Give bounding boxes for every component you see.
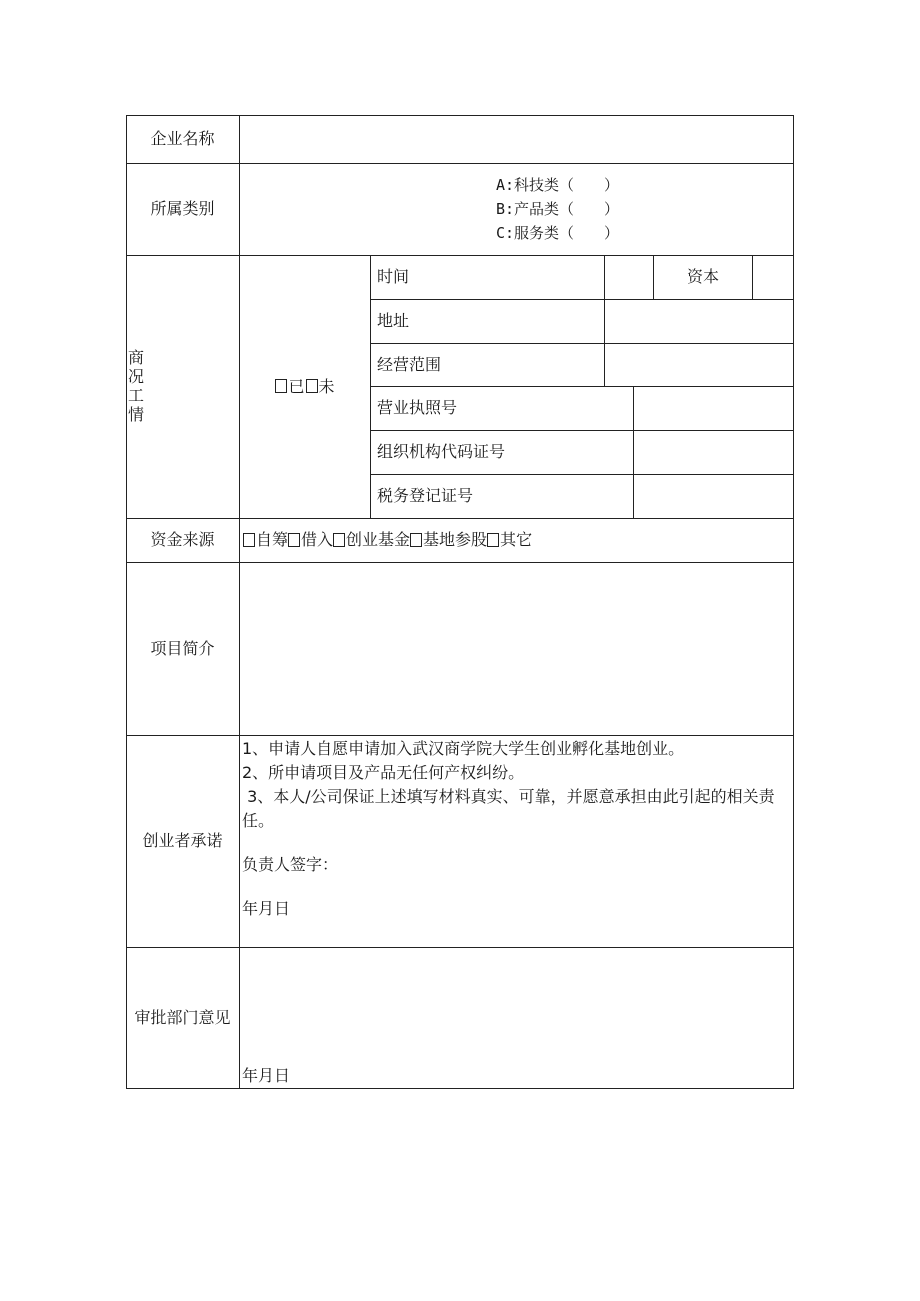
funding-option-self: 自筹: [256, 530, 289, 549]
commitment-label: [126, 735, 239, 947]
commitment-line: 2、所申请项目及产品无任何产权纠纷。: [242, 763, 525, 782]
registration-status: [240, 255, 370, 518]
business-status-char: 商: [128, 348, 145, 367]
commitment-line: 1、申请人自愿申请加入武汉商学院大学生创业孵化基地创业。: [242, 739, 685, 758]
time-label-text: 时间: [377, 267, 410, 286]
commitment-date: 年月日: [242, 899, 291, 918]
business-status-char: 工: [128, 386, 145, 405]
capital-label-text: 资本: [686, 267, 719, 286]
funding-checkbox-fund[interactable]: [333, 533, 345, 547]
signature-label: 负责人签字：: [242, 855, 339, 874]
org-code-label: [371, 430, 633, 474]
commitment-content: [240, 735, 793, 947]
funding-options: [240, 518, 793, 562]
category-options: [240, 163, 793, 255]
project-intro-label: [126, 562, 239, 735]
unregistered-checkbox[interactable]: [306, 379, 318, 393]
time-field[interactable]: [605, 255, 653, 299]
registered-label: 已: [288, 376, 305, 396]
business-status-label: [126, 255, 239, 518]
business-scope-field[interactable]: [605, 343, 793, 386]
address-label-text: 地址: [377, 311, 410, 330]
funding-checkbox-base[interactable]: [410, 533, 422, 547]
time-label: [371, 255, 604, 299]
category-label-text: 所属类别: [150, 199, 215, 218]
commitment-line: 3、本人/公司保证上述填写材料真实、可靠，并愿意承担由此引起的相关责任。: [242, 787, 775, 830]
company-name-label-text: 企业名称: [150, 129, 215, 148]
category-option-a[interactable]: A:科技类（ ）: [495, 176, 620, 194]
business-status-char: 情: [128, 405, 145, 424]
capital-field[interactable]: [753, 255, 793, 299]
category-option-c[interactable]: C:服务类（ ）: [495, 224, 620, 242]
category-label: [126, 163, 239, 255]
approval-label-text: 审批部门意见: [134, 1007, 231, 1027]
funding-option-base: 基地参股: [423, 530, 488, 549]
approval-label: [126, 947, 239, 1088]
company-name-field[interactable]: [240, 115, 793, 163]
funding-label-text: 资金来源: [150, 530, 215, 549]
capital-label: [654, 255, 752, 299]
tax-reg-field[interactable]: [634, 474, 793, 518]
unregistered-label: 未: [318, 376, 335, 396]
funding-checkbox-self[interactable]: [243, 533, 255, 547]
license-no-field[interactable]: [634, 386, 793, 430]
category-option-b[interactable]: B:产品类（ ）: [495, 200, 620, 218]
commitment-label-text: 创业者承诺: [142, 831, 223, 850]
project-intro-field[interactable]: [240, 562, 793, 735]
funding-option-fund: 创业基金: [346, 530, 411, 549]
funding-checkbox-borrow[interactable]: [288, 533, 300, 547]
business-scope-label-text: 经营范围: [377, 354, 442, 374]
funding-label: [126, 518, 239, 562]
business-scope-label: [371, 343, 604, 386]
application-form: [126, 115, 794, 1089]
funding-option-other: 其它: [500, 530, 533, 549]
tax-reg-label: [371, 474, 633, 518]
funding-checkbox-other[interactable]: [487, 533, 499, 547]
company-name-label: [126, 115, 239, 163]
registered-checkbox[interactable]: [275, 379, 287, 393]
approval-date: 年月日: [242, 1066, 291, 1085]
funding-option-borrow: 借入: [301, 530, 334, 549]
approval-field[interactable]: [240, 947, 793, 1088]
org-code-label-text: 组织机构代码证号: [377, 442, 506, 461]
license-no-label-text: 营业执照号: [377, 398, 458, 417]
project-intro-label-text: 项目简介: [150, 638, 215, 658]
address-label: [371, 299, 604, 343]
business-status-char: 况: [128, 367, 145, 386]
license-no-label: [371, 386, 633, 430]
tax-reg-label-text: 税务登记证号: [377, 486, 474, 505]
org-code-field[interactable]: [634, 430, 793, 474]
address-field[interactable]: [605, 299, 793, 343]
